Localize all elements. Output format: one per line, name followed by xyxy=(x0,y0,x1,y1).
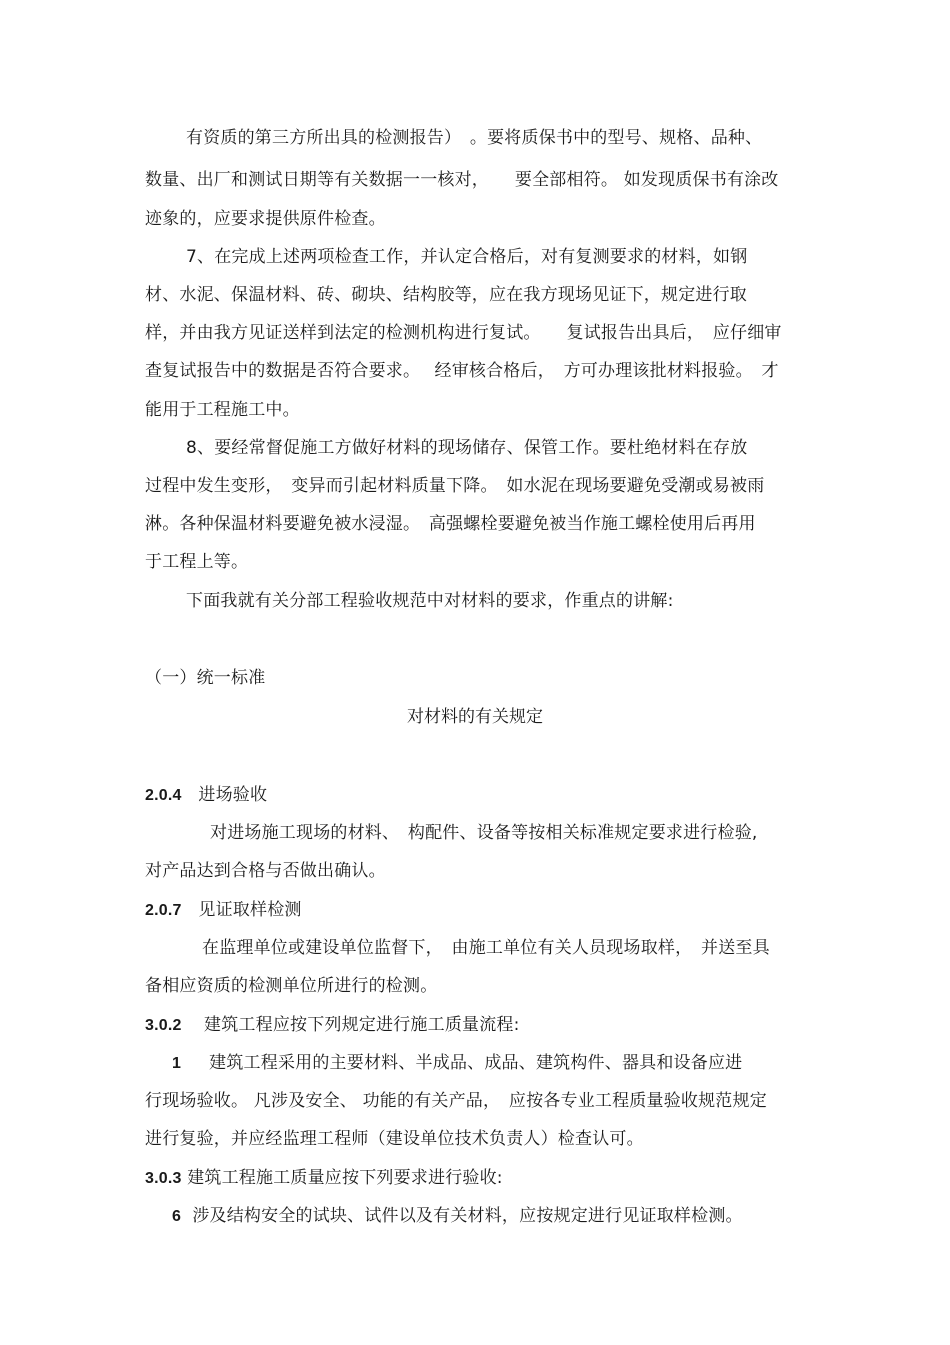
clause-body-line: 对进场施工现场的材料、 构配件、设备等按相关标准规定要求进行检验, xyxy=(210,823,758,843)
paragraph-line: 样，并由我方见证送样到法定的检测机构进行复试。 复试报告出具后， 应仔细审 xyxy=(145,323,782,343)
clause-number: 2.0.7 xyxy=(145,902,182,919)
clause-title: 建筑工程应按下列规定进行施工质量流程: xyxy=(204,1015,520,1035)
clause-body-line: 备相应资质的检测单位所进行的检测。 xyxy=(145,976,438,996)
clause-heading xyxy=(145,898,302,923)
clause-title: 进场验收 xyxy=(198,785,268,805)
clause-item-line xyxy=(172,1204,743,1229)
clause-item-line: 进行复验，并应经监理工程师（建设单位技术负责人）检查认可。 xyxy=(145,1129,644,1149)
intro-text: 下面我就有关分部工程验收规范中对材料的要求，作重点的讲解: xyxy=(186,591,674,611)
clause-title: 建筑工程施工质量应按下列要求进行验收: xyxy=(187,1168,503,1188)
clause-body-line: 对产品达到合格与否做出确认。 xyxy=(145,861,386,881)
paragraph-line: 能用于工程施工中。 xyxy=(145,400,300,420)
paragraph-line: 8、要经常督促施工方做好材料的现场储存、保管工作。要杜绝材料在存放 xyxy=(186,438,748,458)
paragraph-line: 过程中发生变形， 变异而引起材料质量下降。 如水泥在现场要避免受潮或易被雨 xyxy=(145,476,765,496)
item-text: 建筑工程采用的主要材料、半成品、成品、建筑构件、器具和设备应进 xyxy=(209,1053,743,1073)
clause-heading xyxy=(145,1166,503,1191)
clause-number: 2.0.4 xyxy=(145,787,182,804)
item-text: 涉及结构安全的试块、试件以及有关材料，应按规定进行见证取样检测。 xyxy=(192,1206,743,1226)
item-number: 6 xyxy=(172,1208,182,1225)
paragraph-line: 淋。各种保温材料要避免被水浸湿。 高强螺栓要避免被当作施工螺栓使用后再用 xyxy=(145,514,756,534)
paragraph-line: 材、水泥、保温材料、砖、砌块、结构胶等，应在我方现场见证下，规定进行取 xyxy=(145,285,747,305)
paragraph-line: 有资质的第三方所出具的检测报告） 。要将质保书中的型号、规格、品种、 xyxy=(186,128,763,148)
paragraph-line: 查复试报告中的数据是否符合要求。 经审核合格后， 方可办理该批材料报验。 才 xyxy=(145,361,779,381)
clause-number: 3.0.3 xyxy=(145,1170,182,1187)
clause-item-line: 行现场验收。 凡涉及安全、 功能的有关产品， 应按各专业工程质量验收规范规定 xyxy=(145,1091,767,1111)
paragraph-line: 7、在完成上述两项检查工作，并认定合格后，对有复测要求的材料，如钢 xyxy=(186,247,748,267)
paragraph-line: 迹象的，应要求提供原件检查。 xyxy=(145,209,386,229)
section-heading: （一）统一标准 xyxy=(145,668,266,688)
paragraph-line: 数量、出厂和测试日期等有关数据一一核对， 要全部相符。 如发现质保书有涂改 xyxy=(145,170,779,190)
clause-body-line: 在监理单位或建设单位监督下， 由施工单位有关人员现场取样， 并送至具 xyxy=(202,938,770,958)
clause-number: 3.0.2 xyxy=(145,1017,182,1034)
clause-title: 见证取样检测 xyxy=(198,900,302,920)
subtitle: 对材料的有关规定 xyxy=(407,707,543,727)
paragraph-line: 于工程上等。 xyxy=(145,552,249,572)
clause-item-line xyxy=(172,1051,742,1076)
clause-heading xyxy=(145,1013,520,1038)
item-number: 1 xyxy=(172,1055,182,1072)
clause-heading xyxy=(145,783,267,808)
